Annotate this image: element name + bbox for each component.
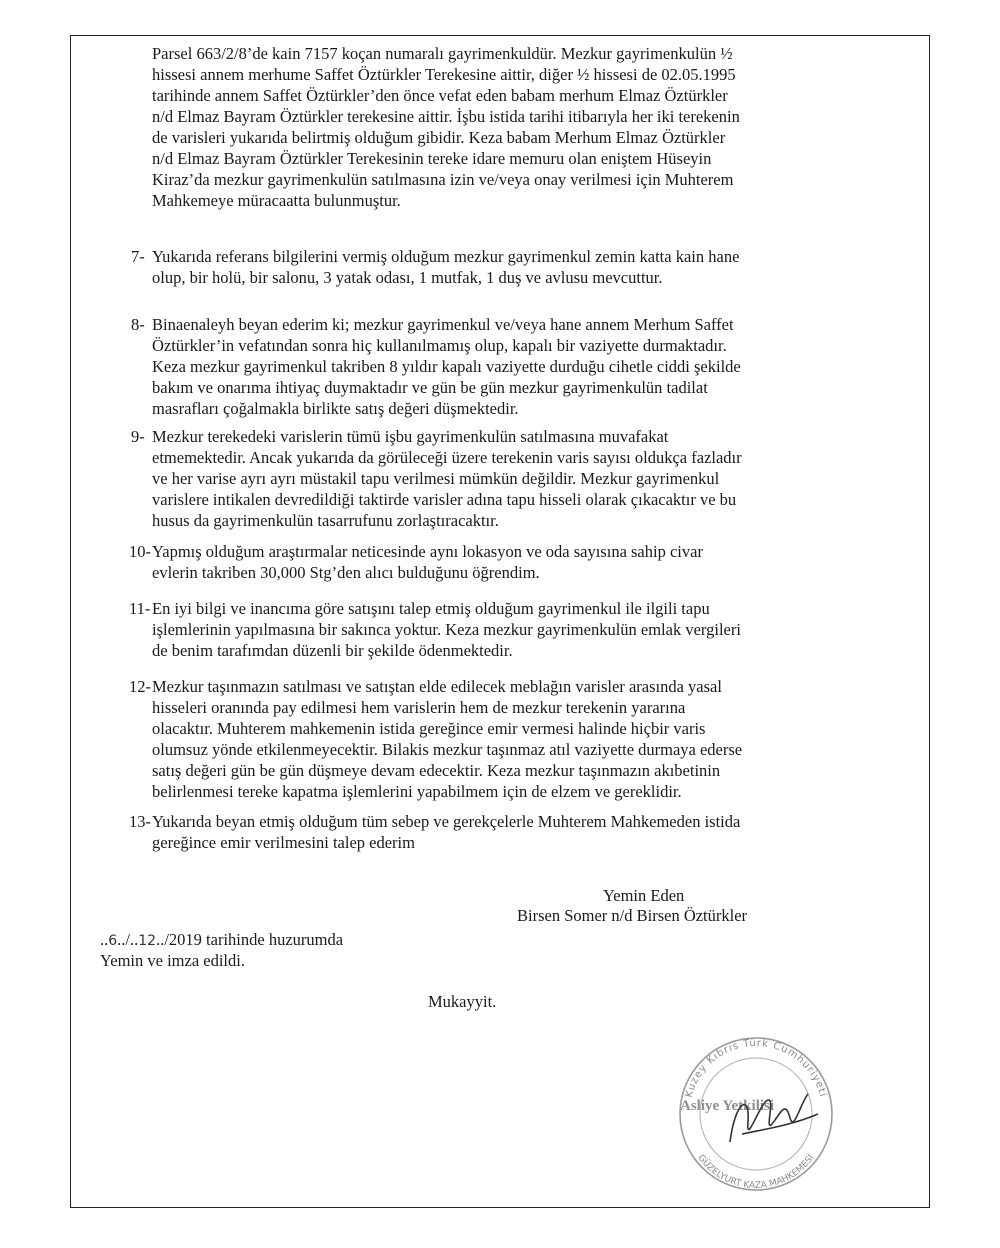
item-number: 8- — [131, 315, 145, 334]
signature-title: Yemin Eden — [603, 886, 685, 905]
item-line: gereğince emir verilmesini talep ederim — [152, 833, 415, 852]
seal-bottom-text: GÜZELYURT KAZA MAHKEMESİ — [695, 1153, 817, 1192]
item-number: 10- — [129, 542, 151, 561]
seal-top-text: Kuzey Kıbrıs Türk Cumhuriyeti — [683, 1037, 829, 1099]
item-number: 7- — [131, 247, 145, 266]
item-line: belirlenmesi tereke kapatma işlemlerini yapabilmem için de elzem ve gereklidir. — [152, 782, 682, 801]
item-line: olacaktır. Muhterem mahkemenin istida gereğince emir vermesi halinde hiçbir varis — [152, 719, 706, 738]
intro-line: tarihinde annem Saffet Öztürkler’den önce vefat eden babam merhum Elmaz Öztürkler — [152, 86, 728, 105]
registrar-label: Mukayyit. — [428, 992, 497, 1011]
date-separator: ../.. — [117, 930, 139, 949]
item-line: varislere intikalen devredildiği taktirde varisler adına tapu hisseli olarak çıkacaktır ve bu — [152, 490, 737, 509]
item-line: bakım ve onarıma ihtiyaç duymaktadır ve gün be gün mezkur gayrimenkulün tadilat — [152, 378, 708, 397]
item-number: 9- — [131, 427, 145, 446]
item-body — [152, 598, 832, 661]
item-line: olup, bir holü, bir salonu, 3 yatak odası, 1 mutfak, 1 duş ve avlusu mevcuttur. — [152, 268, 663, 287]
item-line: Yapmış olduğum araştırmalar neticesinde aynı lokasyon ve oda sayısına sahip civar — [152, 542, 703, 561]
oath-date-line — [100, 930, 343, 950]
item-number: 11- — [129, 599, 151, 618]
item-line: olumsuz yönde etkilenmeyecektir. Bilakis mezkur taşınmaz atıl vaziyette durmaya ederse — [152, 740, 743, 759]
item-line: husus da gayrimenkulün tasarrufunu zorlaştıracaktır. — [152, 511, 499, 530]
handwritten-day: 6 — [108, 933, 118, 949]
item-line: evlerin takriben 30,000 Stg’den alıcı bulduğunu öğrendim. — [152, 563, 540, 582]
intro-line: n/d Elmaz Bayram Öztürkler Terekesinin tereke idare memuru olan eniştem Hüseyin — [152, 149, 712, 168]
item-line: satış değeri gün be gün düşmeye devam edecektir. Keza mezkur taşınmazın akıbetinin — [152, 761, 721, 780]
item-line: Mezkur terekedeki varislerin tümü işbu gayrimenkulün satılmasına muvafakat — [152, 427, 669, 446]
item-body — [152, 676, 832, 802]
item-line: Yukarıda beyan etmiş olduğum tüm sebep ve gerekçelerle Muhterem Mahkemeden istida — [152, 812, 741, 831]
item-line: Binaenaleyh beyan ederim ki; mezkur gayrimenkul ve/veya hane annem Merhum Saffet — [152, 315, 734, 334]
intro-line: hissesi annem merhume Saffet Öztürkler Terekesine aittir, diğer ½ hissesi de 02.05.1995 — [152, 65, 736, 84]
item-number: 12- — [129, 677, 151, 696]
court-seal-stamp — [650, 1022, 862, 1194]
item-line: etmemektedir. Ancak yukarıda da görüleceği üzere terekenin varis sayısı oldukça fazladır — [152, 448, 742, 467]
intro-line: Mahkemeye müracaatta bulunmuştur. — [152, 191, 401, 210]
item-line: Öztürkler’in vefatından sonra hiç kullanılmamış olup, kapalı bir vaziyette durmaktadır. — [152, 336, 727, 355]
date-suffix: ../2019 tarihinde huzurumda — [156, 930, 344, 949]
item-line: hisseleri oranında pay edilmesi hem varislerin hem de mezkur terekenin yararına — [152, 698, 686, 717]
intro-line: Parsel 663/2/8’de kain 7157 koçan numaralı gayrimenkuldür. Mezkur gayrimenkulün ½ — [152, 44, 733, 63]
item-body — [152, 426, 832, 531]
item-line: Mezkur taşınmazın satılması ve satıştan elde edilecek meblağın varisler arasında yasal — [152, 677, 722, 696]
intro-paragraph — [152, 43, 832, 211]
intro-line: n/d Elmaz Bayram Öztürkler terekesine aittir. İşbu istida tarihi itibarıyla her iki terekenin — [152, 107, 740, 126]
item-body — [152, 811, 832, 853]
item-number: 13- — [129, 812, 151, 831]
intro-line: Kiraz’da mezkur gayrimenkulün satılmasına izin ve/veya onay verilmesi için Muhterem — [152, 170, 734, 189]
item-body — [152, 541, 832, 583]
item-line: işlemlerinin yapılmasına bir sakınca yoktur. Keza mezkur gayrimenkulün emlak vergileri — [152, 620, 741, 639]
item-line: En iyi bilgi ve inancıma göre satışını talep etmiş olduğum gayrimenkul ile ilgili tapu — [152, 599, 710, 618]
item-line: de benim tarafımdan düzenli bir şekilde ödenmektedir. — [152, 641, 513, 660]
signature-name: Birsen Somer n/d Birsen Öztürkler — [517, 906, 748, 925]
item-body — [152, 314, 832, 419]
item-line: Keza mezkur gayrimenkul takriben 8 yıldır kapalı vaziyette durduğu cihetle ciddi şekilde — [152, 357, 741, 376]
intro-line: de varisleri yukarıda belirtmiş olduğum gibidir. Keza babam Merhum Elmaz Öztürkler — [152, 128, 726, 147]
item-line: ve her varise ayrı ayrı müstakil tapu verilmesi mümkün değildir. Mezkur gayrimenkul — [152, 469, 720, 488]
seal-stamp-text: Asliye Yetkilisi — [680, 1098, 775, 1114]
handwritten-month: 12 — [138, 933, 157, 949]
date-prefix: .. — [100, 930, 109, 949]
item-line: Yukarıda referans bilgilerini vermiş olduğum mezkur gayrimenkul zemin katta kain hane — [152, 247, 740, 266]
item-line: masrafları çoğalmakla birlikte satış değeri düşmektedir. — [152, 399, 519, 418]
oath-statement: Yemin ve imza edildi. — [100, 951, 245, 970]
item-body — [152, 246, 832, 288]
